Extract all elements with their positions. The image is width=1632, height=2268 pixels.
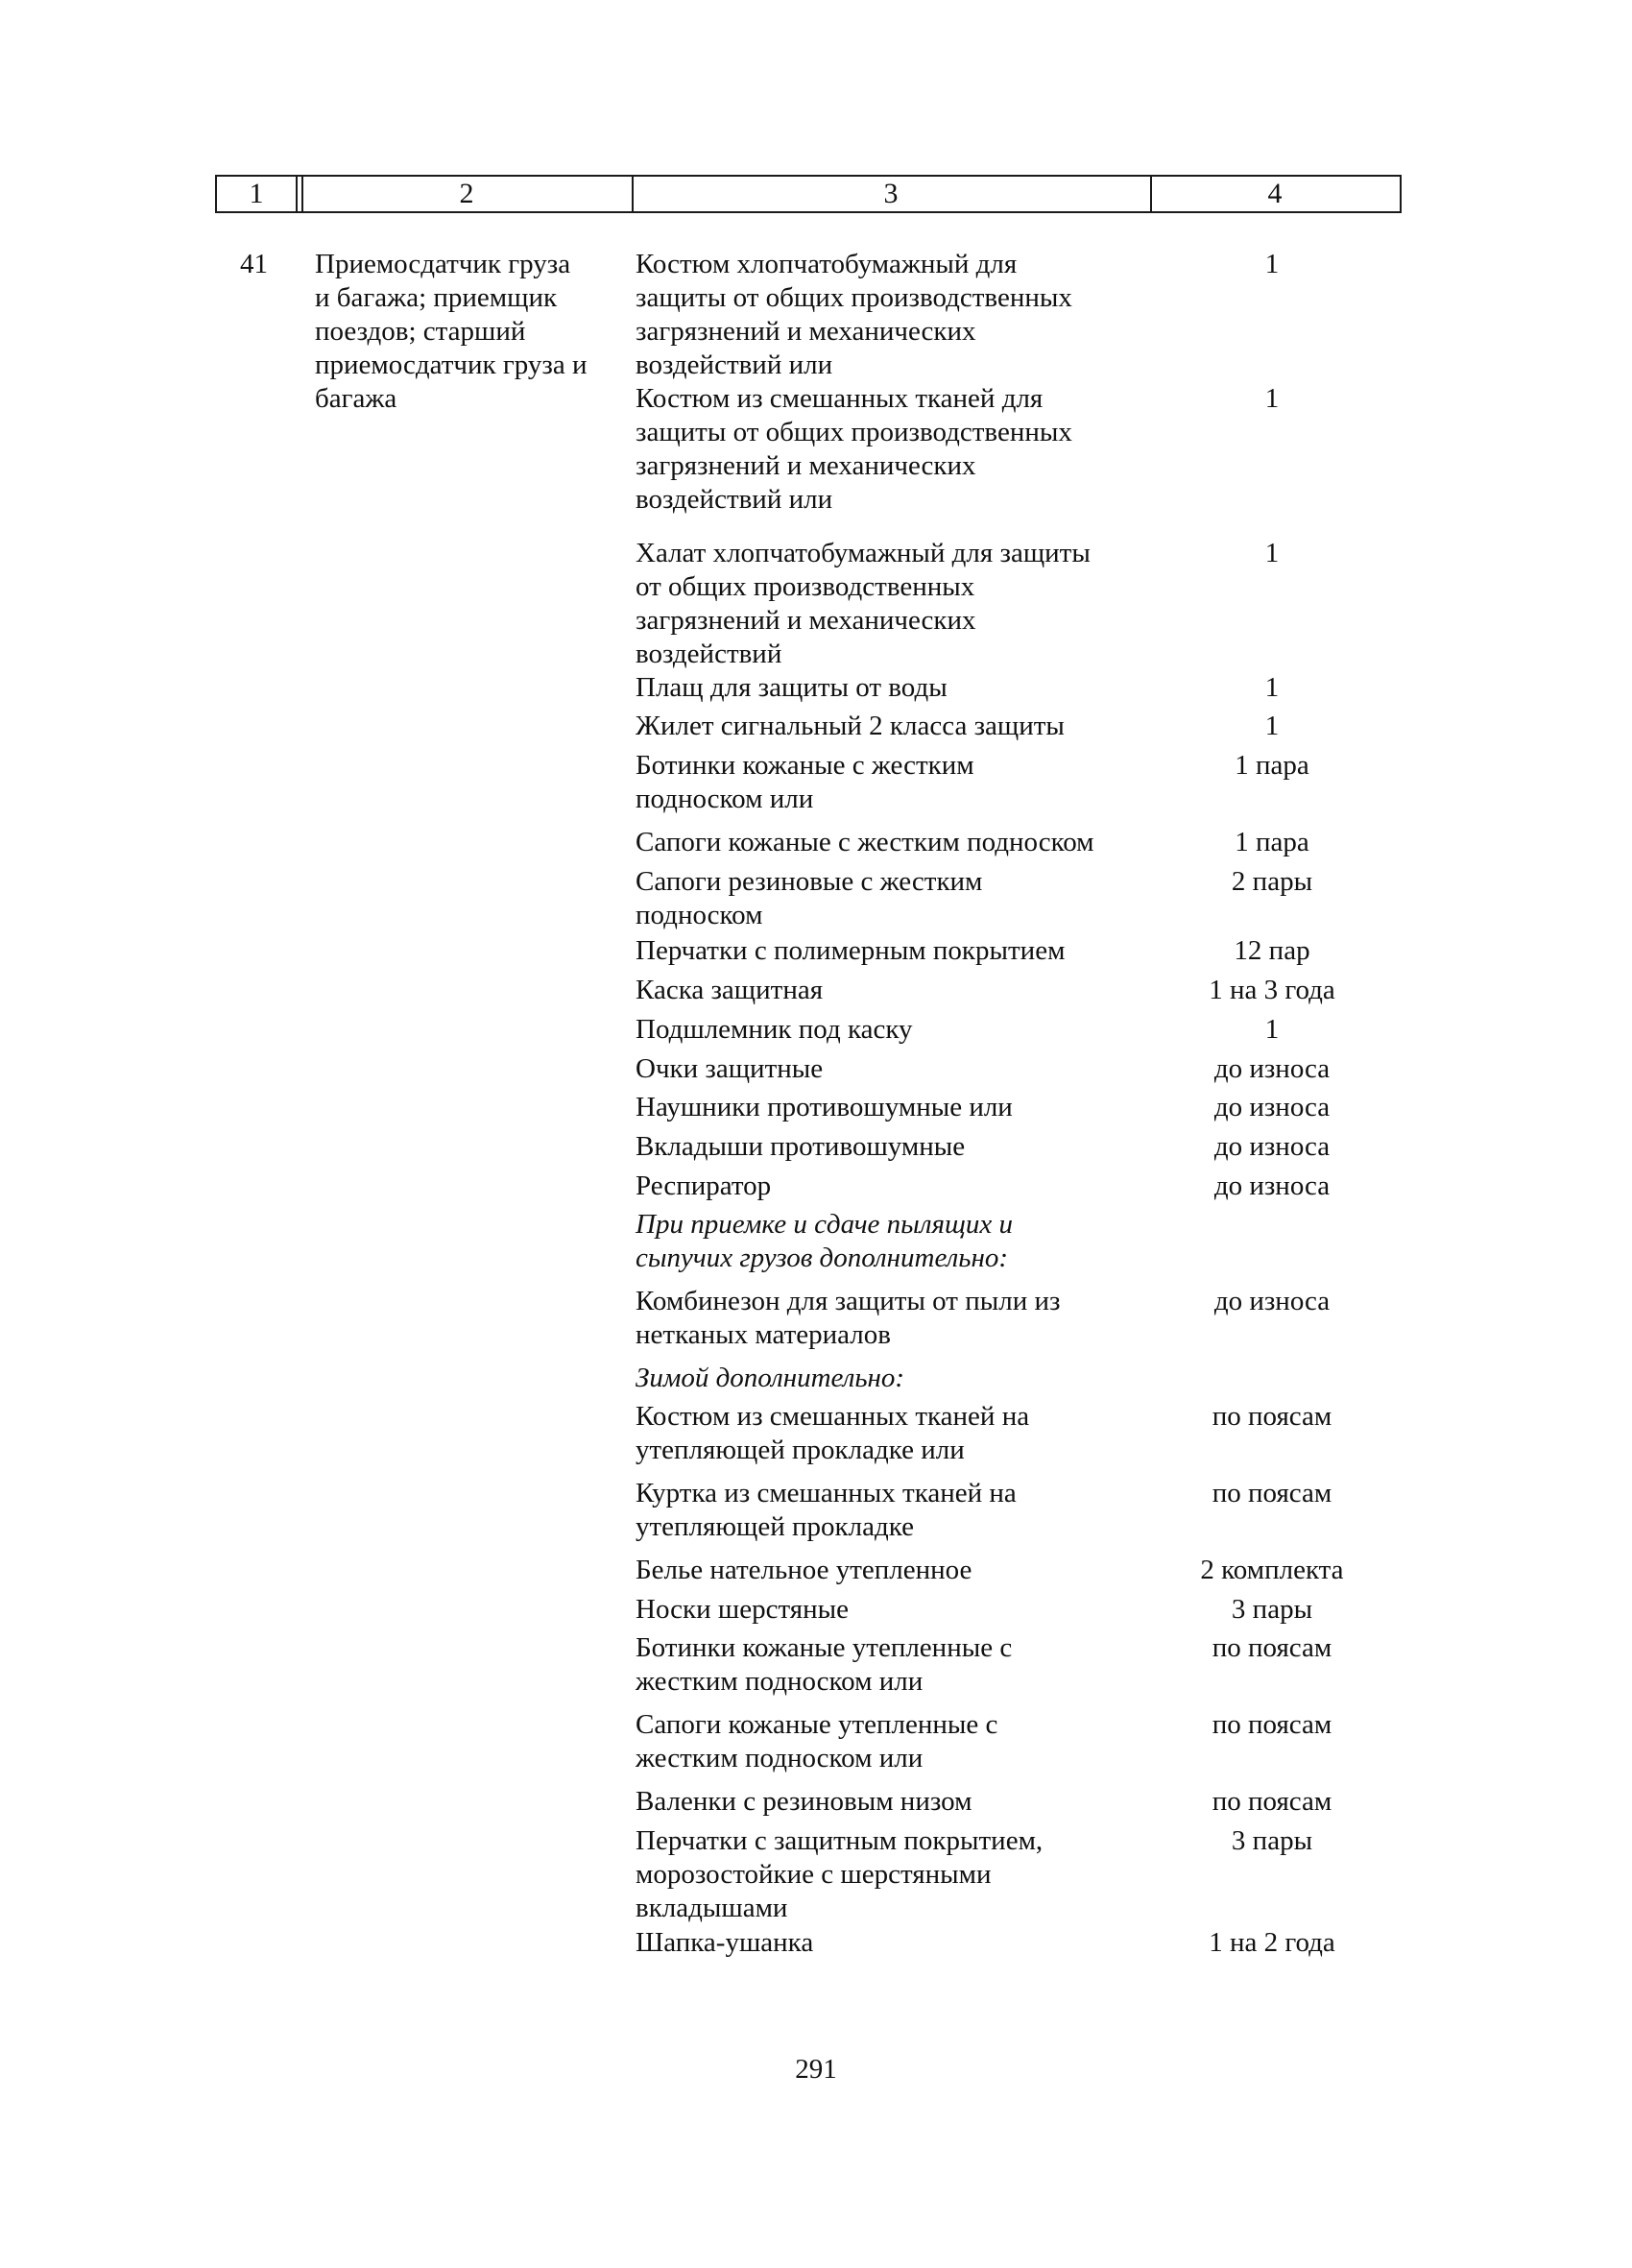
- ppe-item-norm: 1: [1264, 1014, 1280, 1045]
- ppe-item-line: Костюм из смешанных тканей на: [636, 1401, 1030, 1432]
- column-number-4: 4: [1267, 178, 1283, 209]
- ppe-item-norm: по поясам: [1212, 1632, 1332, 1663]
- ppe-item-norm: 2 комплекта: [1200, 1555, 1344, 1585]
- ppe-item-line: Белье нательное утепленное: [636, 1555, 972, 1585]
- ppe-item-name: [636, 1785, 1154, 1819]
- ppe-item-name: [636, 382, 1154, 517]
- ppe-item-line: Куртка из смешанных тканей на: [636, 1478, 1017, 1508]
- ppe-item-norm: до износа: [1213, 1092, 1331, 1122]
- position-line: Приемосдатчик груза: [315, 249, 571, 279]
- ppe-item-line: Ботинки кожаные утепленные с: [636, 1632, 1013, 1663]
- ppe-item-norm: 1 на 2 года: [1209, 1927, 1335, 1958]
- position-line: и багажа; приемщик: [315, 282, 558, 313]
- ppe-item-norm: 1: [1264, 711, 1280, 741]
- ppe-item-line: жестким подноском или: [636, 1743, 924, 1773]
- ppe-item-line: нетканых материалов: [636, 1319, 891, 1350]
- ppe-item-norm: 1: [1264, 383, 1280, 414]
- ppe-item-line: Вкладыши противошумные: [636, 1131, 966, 1162]
- ppe-item-line: загрязнений и механических: [636, 450, 976, 481]
- ppe-item-line: утепляющей прокладке: [636, 1511, 914, 1542]
- entry-number: 41: [240, 249, 268, 279]
- ppe-item-line: Халат хлопчатобумажный для защиты: [636, 538, 1091, 568]
- ppe-item-line: подноском или: [636, 784, 814, 814]
- ppe-item-name: [636, 248, 1154, 382]
- ppe-item-norm: до износа: [1213, 1131, 1331, 1162]
- ppe-item-line: Шапка-ушанка: [636, 1927, 814, 1958]
- page-number: 291: [795, 2054, 837, 2085]
- ppe-item-norm: 1: [1264, 249, 1280, 279]
- ppe-item-name: [636, 1593, 1154, 1627]
- ppe-item-name: [636, 826, 1154, 859]
- ppe-item-line: утепляющей прокладке или: [636, 1435, 965, 1465]
- ppe-item-line: воздействий или: [636, 484, 833, 515]
- ppe-item-name: [636, 1130, 1154, 1164]
- ppe-item-name: [636, 537, 1154, 671]
- ppe-item-norm: 1 на 3 года: [1209, 975, 1335, 1005]
- ppe-item-norm: 2 пары: [1231, 866, 1313, 897]
- ppe-item-norm: 1 пара: [1235, 750, 1309, 781]
- ppe-item-line: Жилет сигнальный 2 класса защиты: [636, 711, 1065, 741]
- ppe-item-norm: до износа: [1213, 1053, 1331, 1084]
- ppe-item-line: Перчатки с полимерным покрытием: [636, 935, 1066, 966]
- position-line: багажа: [315, 383, 397, 414]
- subheading-line: Зимой дополнительно:: [636, 1363, 905, 1393]
- ppe-item-name: [636, 1708, 1154, 1775]
- ppe-item-name: [636, 974, 1154, 1007]
- section-subheading: [636, 1208, 1154, 1275]
- position-line: поездов; старший: [315, 316, 526, 347]
- ppe-item-norm: по поясам: [1212, 1786, 1332, 1817]
- ppe-item-line: Костюм хлопчатобумажный для: [636, 249, 1018, 279]
- section-subheading: [636, 1362, 1154, 1395]
- ppe-item-line: Подшлемник под каску: [636, 1014, 913, 1045]
- ppe-item-name: [636, 1631, 1154, 1699]
- ppe-item-line: Перчатки с защитным покрытием,: [636, 1825, 1044, 1856]
- ppe-item-name: [636, 1554, 1154, 1587]
- ppe-item-name: [636, 865, 1154, 932]
- ppe-item-name: [636, 1477, 1154, 1544]
- ppe-item-norm: 1: [1264, 672, 1280, 703]
- ppe-item-name: [636, 1052, 1154, 1086]
- ppe-item-norm: 3 пары: [1231, 1825, 1313, 1856]
- column-number-3: 3: [883, 178, 899, 209]
- column-number-2: 2: [459, 178, 474, 209]
- ppe-item-line: загрязнений и механических: [636, 316, 976, 347]
- ppe-item-line: жестким подноском или: [636, 1666, 924, 1697]
- ppe-item-norm: 1: [1264, 538, 1280, 568]
- ppe-item-name: [636, 749, 1154, 816]
- ppe-item-norm: до износа: [1213, 1286, 1331, 1316]
- ppe-item-line: Сапоги кожаные утепленные с: [636, 1709, 998, 1740]
- ppe-item-line: Костюм из смешанных тканей для: [636, 383, 1044, 414]
- ppe-item-line: воздействий: [636, 639, 782, 669]
- ppe-item-norm: до износа: [1213, 1170, 1331, 1201]
- ppe-item-line: Валенки с резиновым низом: [636, 1786, 972, 1817]
- ppe-item-norm: 1 пара: [1235, 827, 1309, 857]
- ppe-item-line: воздействий или: [636, 350, 833, 380]
- ppe-item-line: Ботинки кожаные с жестким: [636, 750, 974, 781]
- ppe-item-line: Сапоги кожаные с жестким подноском: [636, 827, 1094, 857]
- ppe-item-line: Плащ для защиты от воды: [636, 672, 948, 703]
- ppe-item-name: [636, 934, 1154, 968]
- ppe-item-norm: 3 пары: [1231, 1594, 1313, 1625]
- ppe-item-line: Респиратор: [636, 1170, 772, 1201]
- ppe-item-line: морозостойкие с шерстяными: [636, 1859, 992, 1890]
- ppe-item-name: [636, 1926, 1154, 1960]
- ppe-item-name: [636, 1400, 1154, 1467]
- ppe-item-line: Носки шерстяные: [636, 1594, 849, 1625]
- ppe-item-name: [636, 1091, 1154, 1124]
- column-number-1: 1: [249, 178, 264, 209]
- column-number-header: [215, 175, 1402, 213]
- ppe-item-line: Сапоги резиновые с жестким: [636, 866, 983, 897]
- ppe-item-line: Наушники противошумные или: [636, 1092, 1013, 1122]
- ppe-item-name: [636, 1170, 1154, 1203]
- ppe-item-name: [636, 671, 1154, 705]
- header-divider: [296, 177, 298, 211]
- ppe-item-name: [636, 1013, 1154, 1047]
- ppe-item-line: защиты от общих производственных: [636, 282, 1072, 313]
- ppe-item-line: от общих производственных: [636, 571, 975, 602]
- ppe-item-norm: по поясам: [1212, 1478, 1332, 1508]
- ppe-item-line: вкладышами: [636, 1893, 788, 1923]
- position-title: [315, 248, 622, 416]
- ppe-item-line: Каска защитная: [636, 975, 824, 1005]
- ppe-item-norm: 12 пар: [1234, 935, 1310, 966]
- ppe-item-name: [636, 1824, 1154, 1925]
- ppe-item-name: [636, 1285, 1154, 1352]
- position-line: приемосдатчик груза и: [315, 350, 588, 380]
- subheading-line: При приемке и сдаче пылящих и: [636, 1209, 1013, 1240]
- ppe-item-name: [636, 710, 1154, 743]
- ppe-item-line: загрязнений и механических: [636, 605, 976, 636]
- ppe-item-line: Комбинезон для защиты от пыли из: [636, 1286, 1061, 1316]
- ppe-item-norm: по поясам: [1212, 1401, 1332, 1432]
- subheading-line: сыпучих грузов дополнительно:: [636, 1243, 1008, 1273]
- ppe-item-norm: по поясам: [1212, 1709, 1332, 1740]
- ppe-item-line: Очки защитные: [636, 1053, 824, 1084]
- ppe-item-line: защиты от общих производственных: [636, 417, 1072, 447]
- ppe-item-line: подноском: [636, 900, 763, 930]
